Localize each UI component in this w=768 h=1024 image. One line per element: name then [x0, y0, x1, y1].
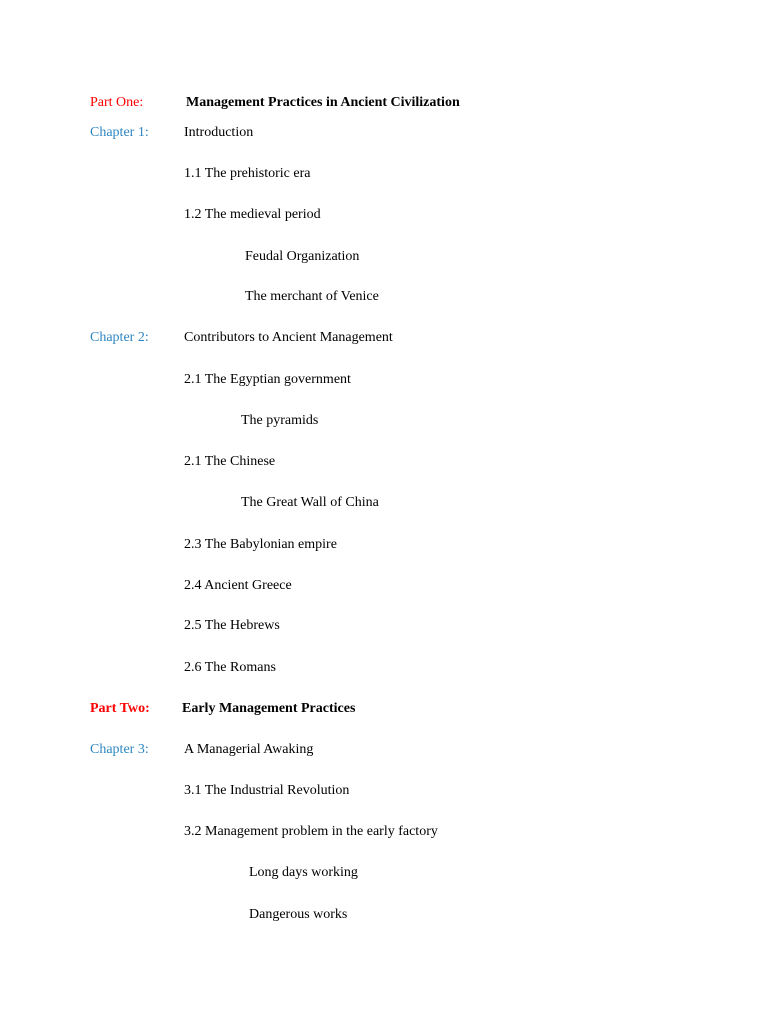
toc-entry-text: 2.5 The Hebrews — [184, 618, 280, 633]
chapter-3-title: A Managerial Awaking — [184, 742, 314, 757]
toc-entry-text: 2.3 The Babylonian empire — [184, 537, 337, 552]
chapter-3-label: Chapter 3: — [90, 742, 149, 757]
toc-subentry-text: Dangerous works — [249, 907, 348, 922]
toc-entry-text: 1.2 The medieval period — [184, 207, 321, 222]
toc-subentry-text: The merchant of Venice — [245, 289, 379, 304]
part-two-title: Early Management Practices — [182, 701, 356, 716]
toc-entry-text: 2.4 Ancient Greece — [184, 578, 292, 593]
chapter-2-title: Contributors to Ancient Management — [184, 330, 393, 345]
toc-entry-text: 3.2 Management problem in the early factory — [184, 824, 438, 839]
toc-subentry-text: Feudal Organization — [245, 249, 360, 264]
toc-entry-text: 3.1 The Industrial Revolution — [184, 783, 350, 798]
chapter-1-label: Chapter 1: — [90, 125, 149, 140]
toc-entry-text: 1.1 The prehistoric era — [184, 166, 311, 181]
part-one-title: Management Practices in Ancient Civilization — [186, 95, 460, 110]
toc-subentry-text: The Great Wall of China — [241, 495, 379, 510]
chapter-2-label: Chapter 2: — [90, 330, 149, 345]
chapter-1-title: Introduction — [184, 125, 254, 140]
toc-entry-text: 2.1 The Chinese — [184, 454, 276, 469]
toc-subentry-text: The pyramids — [241, 413, 319, 428]
toc-subentry-text: Long days working — [249, 865, 358, 880]
toc-entry-text: 2.6 The Romans — [184, 660, 276, 675]
part-one-label: Part One: — [90, 95, 144, 110]
part-two-label: Part Two: — [90, 701, 150, 716]
toc-entry-text: 2.1 The Egyptian government — [184, 372, 351, 387]
